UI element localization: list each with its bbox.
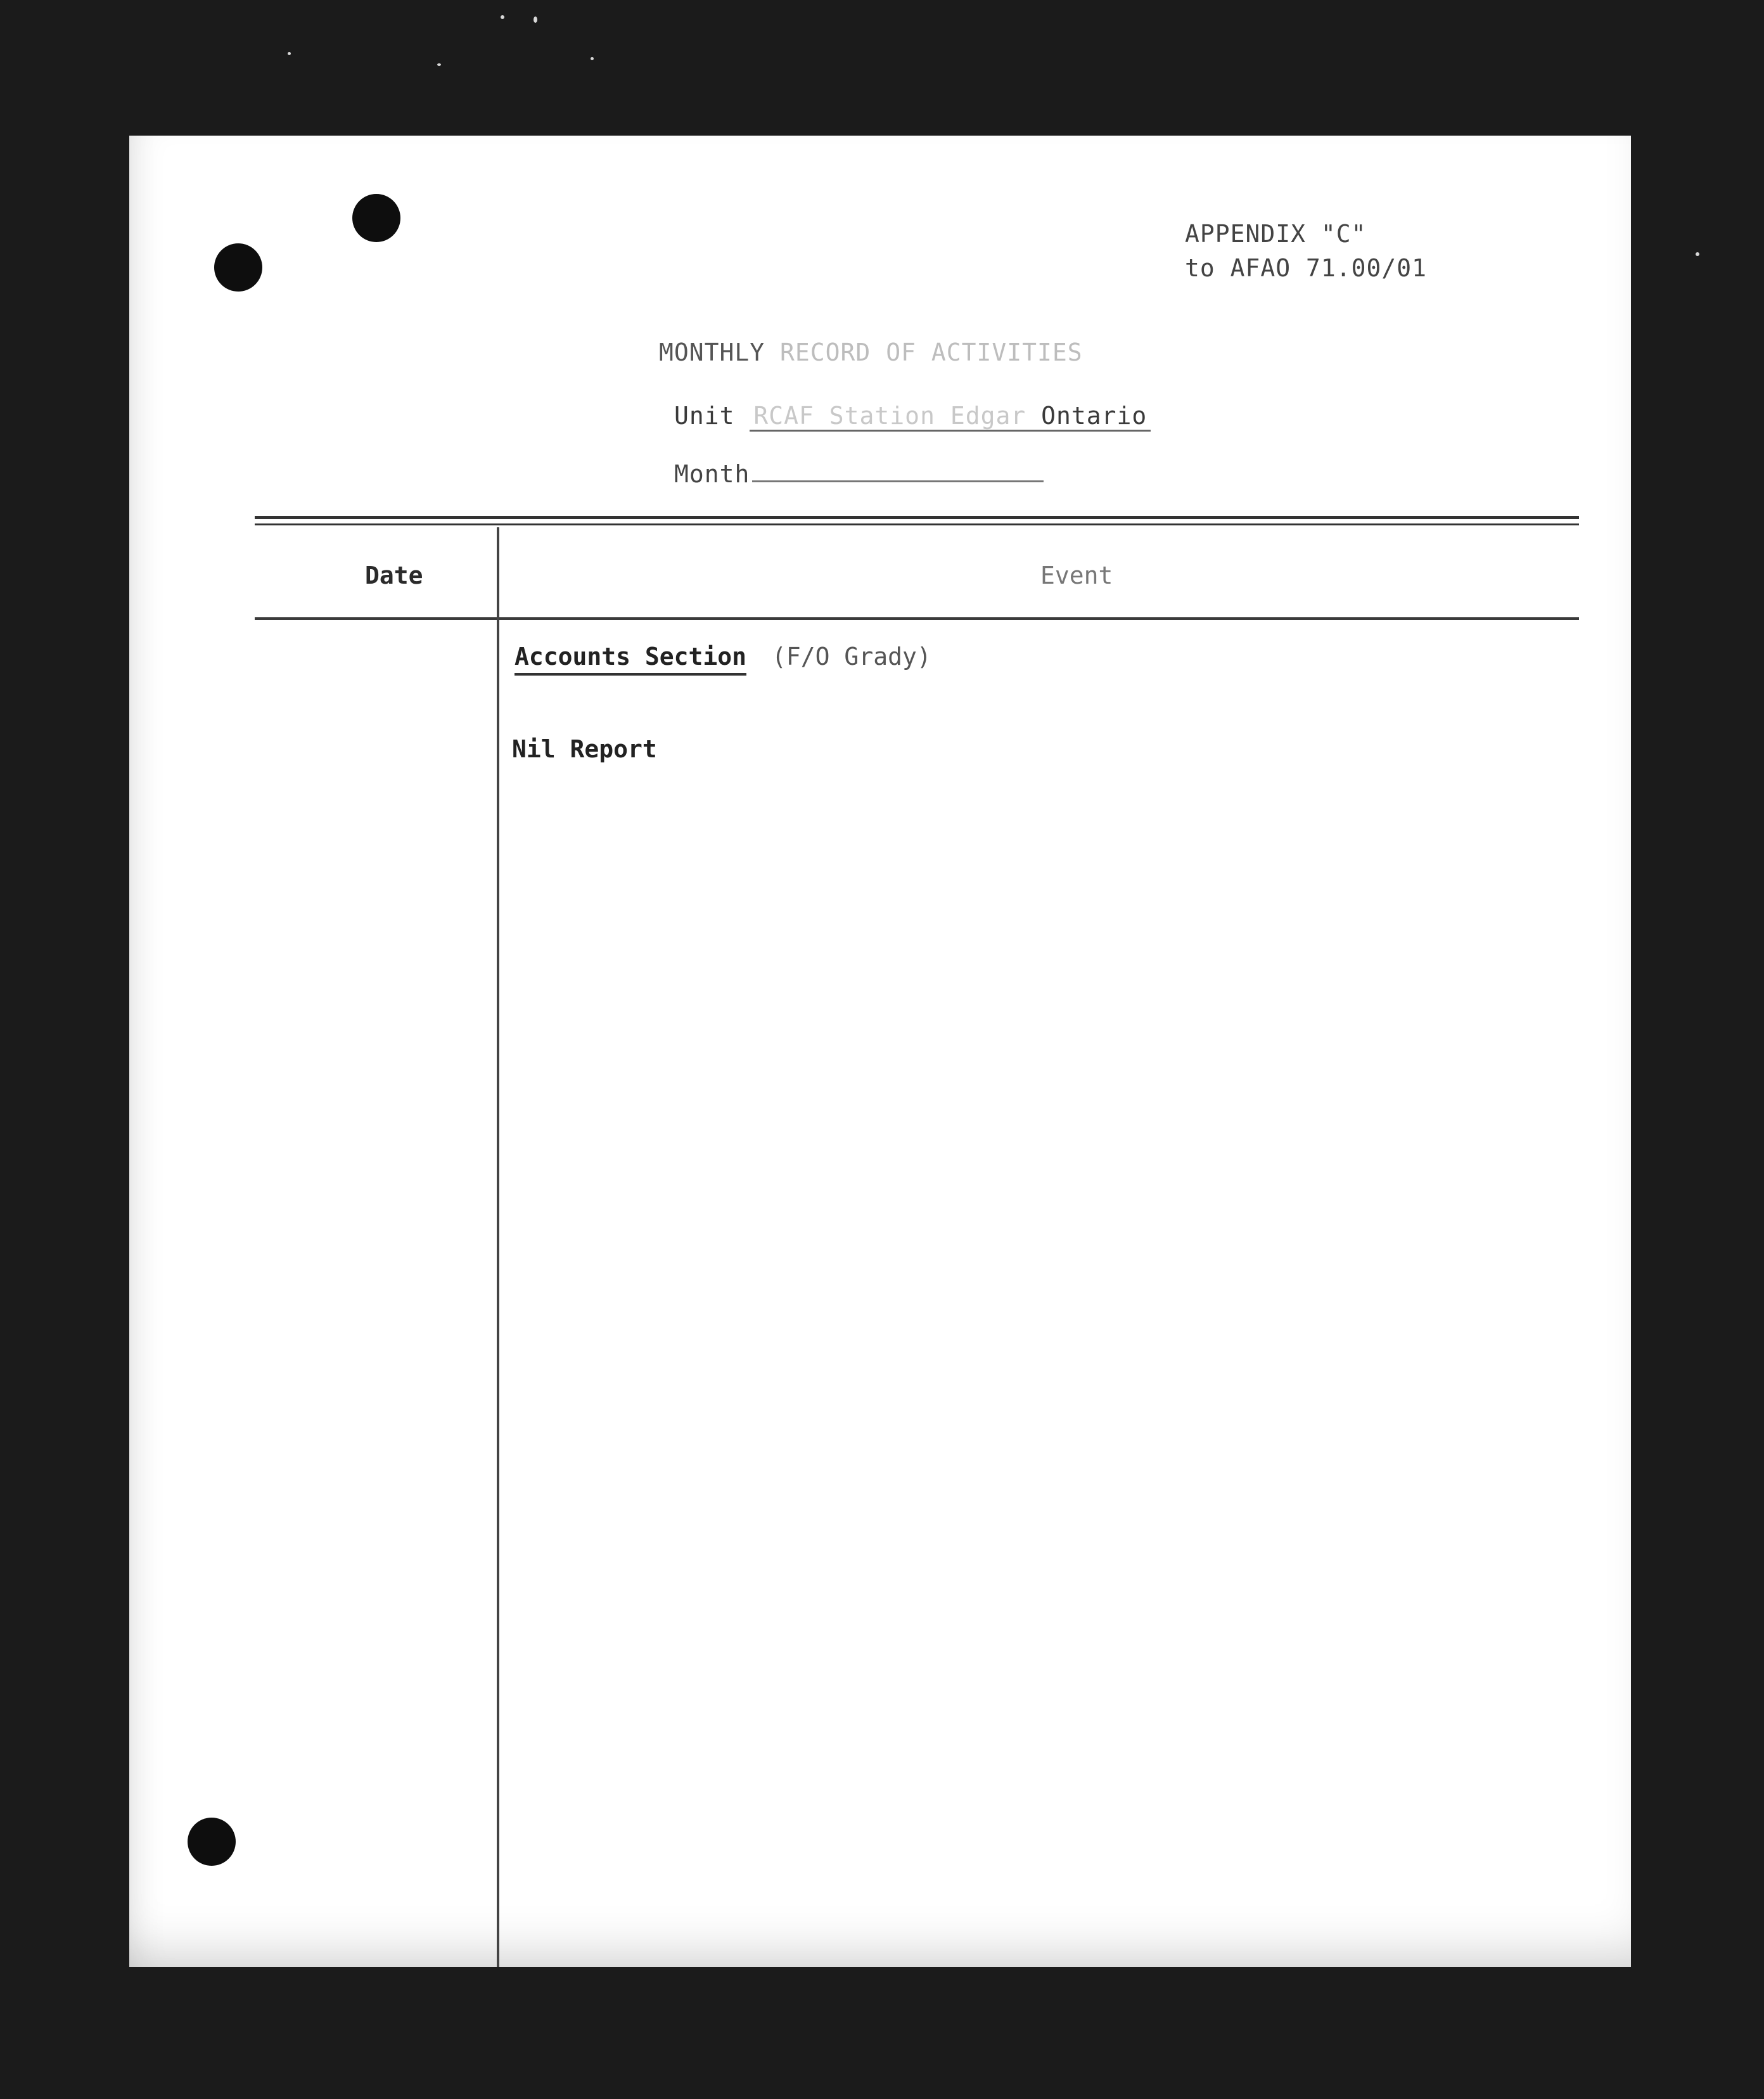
appendix-reference xyxy=(1185,217,1427,285)
month-field xyxy=(674,460,1044,488)
unit-value xyxy=(750,402,1151,432)
punch-hole xyxy=(214,243,262,292)
section-officer: (F/O Grady) xyxy=(772,643,931,671)
punch-hole xyxy=(188,1818,236,1866)
month-blank-line xyxy=(752,480,1044,482)
scan-speck xyxy=(534,16,537,23)
header-rule-top xyxy=(255,516,1579,519)
unit-label: Unit xyxy=(674,402,735,430)
header-rule-top-second xyxy=(255,523,1579,525)
report-text: Nil Report xyxy=(512,735,657,763)
date-column-header: Date xyxy=(365,562,423,589)
unit-value-province: Ontario xyxy=(1041,402,1147,430)
header-rule-bottom xyxy=(255,617,1579,620)
document-page xyxy=(129,136,1631,1967)
form-title-faded: RECORD OF ACTIVITIES xyxy=(780,338,1083,366)
appendix-label: APPENDIX "C" xyxy=(1185,220,1367,248)
scan-speck xyxy=(501,15,504,19)
column-divider xyxy=(497,527,499,1967)
scan-speck xyxy=(437,63,441,66)
unit-value-faded: RCAF Station Edgar xyxy=(753,402,1026,430)
scan-speck xyxy=(591,57,594,60)
event-column-header: Event xyxy=(1040,562,1113,589)
section-name: Accounts Section xyxy=(514,643,746,676)
form-title-main: MONTHLY xyxy=(659,338,765,366)
appendix-order-reference: to AFAO 71.00/01 xyxy=(1185,254,1428,282)
scan-speck xyxy=(288,52,291,55)
scan-speck xyxy=(1696,252,1699,256)
entry-section-heading xyxy=(514,643,931,671)
punch-hole xyxy=(352,194,400,242)
form-title xyxy=(659,338,1083,366)
unit-field xyxy=(674,402,1151,430)
month-label: Month xyxy=(674,460,750,488)
